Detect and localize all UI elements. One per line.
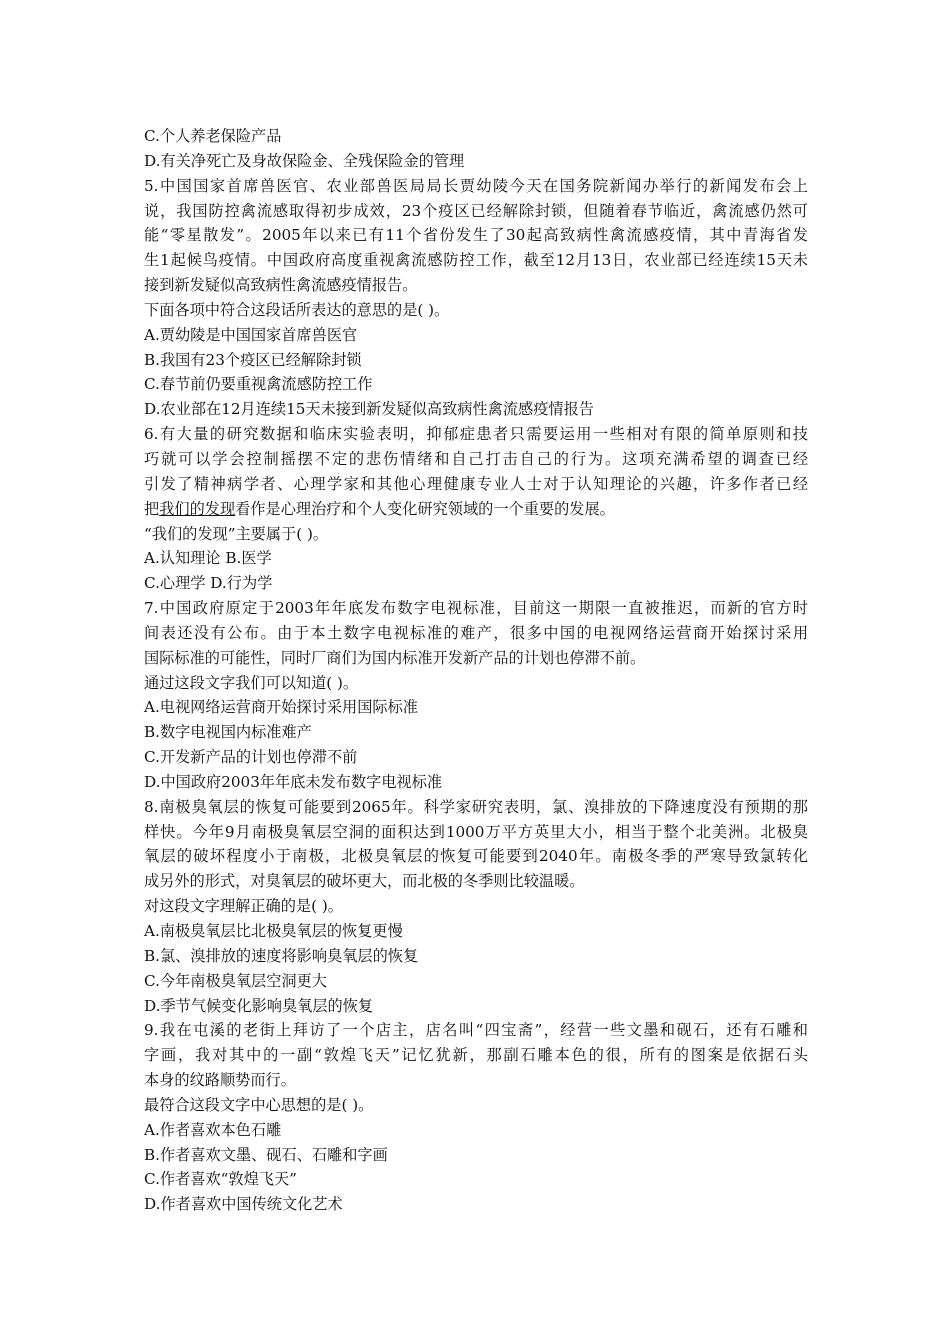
text-line: 引发了精神病学者、心理学家和其他心理健康专业人士对于认知理论的兴趣，许多作者已经 (144, 474, 808, 493)
text-line: 氧层的破坏程度小于南极，北极臭氧层的恢复可能要到2040年。南极冬季的严寒导致氯转化 (144, 847, 808, 866)
text-line: 说，我国防控禽流感取得初步成效，23个疫区已经解除封锁，但随着春节临近，禽流感仍然可 (144, 201, 808, 220)
text-line: D.作者喜欢中国传统文化艺术 (144, 1195, 343, 1214)
text-line: A.南极臭氧层比北极臭氧层的恢复更慢 (144, 922, 403, 940)
text-line: 样快。今年9月南极臭氧层空洞的面积达到1000万平方英里大小，相当于整个北美洲。北极臭 (144, 822, 808, 841)
text-line: 下面各项中符合这段话所表达的意思的是( )。 (144, 300, 450, 319)
text-line: 通过这段文字我们可以知道( )。 (144, 673, 359, 692)
text-line: D.中国政府2003年年底未发布数字电视标准 (144, 772, 443, 791)
text-line: C.作者喜欢“敦煌飞天” (144, 1170, 297, 1189)
text-line: D.有关净死亡及身故保险金、全残保险金的管理 (144, 151, 465, 170)
text-line: B.氯、溴排放的速度将影响臭氧层的恢复 (144, 946, 419, 965)
text-line: 7.中国政府原定于2003年年底发布数字电视标准，目前这一期限一直被推迟，而新的官方时 (144, 599, 808, 618)
underlined-phrase: 我们的发现 (159, 499, 236, 518)
text-line: C.今年南极臭氧层空洞更大 (144, 971, 327, 990)
text-line: 国际标准的可能性，同时厂商们为国内标准开发新产品的计划也停滞不前。 (144, 648, 646, 667)
document-page (144, 124, 808, 1217)
text-line: 8.南极臭氧层的恢复可能要到2065年。科学家研究表明，氯、溴排放的下降速度没有预期的那 (144, 797, 808, 816)
text-line: D.季节气候变化影响臭氧层的恢复 (144, 996, 374, 1015)
text-line: A.电视网络运营商开始探讨采用国际标准 (144, 698, 418, 717)
text-line: C.开发新产品的计划也停滞不前 (144, 748, 358, 767)
text-line: A.认知理论 B.医学 (144, 549, 272, 568)
text-segment: 看作是心理治疗和个人变化研究领域的一个重要的发展。 (235, 499, 615, 518)
text-line: 间表还没有公布。由于本土数字电视标准的难产，很多中国的电视网络运营商开始探讨采用 (144, 623, 808, 642)
text-line: D.农业部在12月连续15天未接到新发疑似高致病性禽流感疫情报告 (144, 400, 594, 419)
text-line: “我们的发现”主要属于( )。 (144, 524, 329, 543)
text-line: 接到新发疑似高致病性禽流感疫情报告。 (144, 276, 418, 295)
text-line: A.作者喜欢本色石雕 (144, 1120, 282, 1139)
text-line: A.贾幼陵是中国国家首席兽医官 (144, 325, 358, 344)
text-line: B.作者喜欢文墨、砚石、石雕和字画 (144, 1145, 388, 1164)
text-line: 能“零星散发”。2005年以来已有11个省份发生了30起高致病性禽流感疫情，其中青海省发 (144, 226, 808, 245)
document-text (144, 124, 808, 1217)
text-line: 最符合这段文字中心思想的是( )。 (144, 1095, 374, 1114)
text-line: 字画，我对其中的一副“敦煌飞天”记忆犹新，那副石雕本色的很，所有的图案是依据石头 (144, 1046, 808, 1065)
text-line: B.数字电视国内标准难产 (144, 723, 312, 742)
text-line (144, 497, 808, 522)
text-line: 对这段文字理解正确的是( )。 (144, 897, 343, 916)
text-line: 6.有大量的研究数据和临床实验表明，抑郁症患者只需要运用一些相对有限的简单原则和技 (144, 425, 808, 444)
text-line: C.春节前仍要重视禽流感防控工作 (144, 375, 373, 394)
text-segment: 把 (144, 499, 160, 518)
text-line: 巧就可以学会控制摇摆不定的悲伤情绪和自己打击自己的行为。这项充满希望的调查已经 (144, 449, 808, 468)
text-line: 9.我在屯溪的老街上拜访了一个店主，店名叫“四宝斋”，经营一些文墨和砚石，还有石雕和 (144, 1021, 808, 1040)
text-line: 本身的纹路顺势而行。 (144, 1071, 296, 1090)
text-line: 成另外的形式，对臭氧层的破坏更大，而北极的冬季则比较温暖。 (144, 872, 585, 891)
text-line: C.心理学 D.行为学 (144, 574, 273, 593)
text-line: 生1起候鸟疫情。中国政府高度重视禽流感防控工作，截至12月13日，农业部已经连续15天未 (144, 251, 808, 270)
text-line: B.我国有23个疫区已经解除封锁 (144, 350, 362, 369)
text-line: 5.中国国家首席兽医官、农业部兽医局局长贾幼陵今天在国务院新闻办举行的新闻发布会上 (144, 176, 808, 195)
text-line: C.个人养老保险产品 (144, 127, 282, 145)
